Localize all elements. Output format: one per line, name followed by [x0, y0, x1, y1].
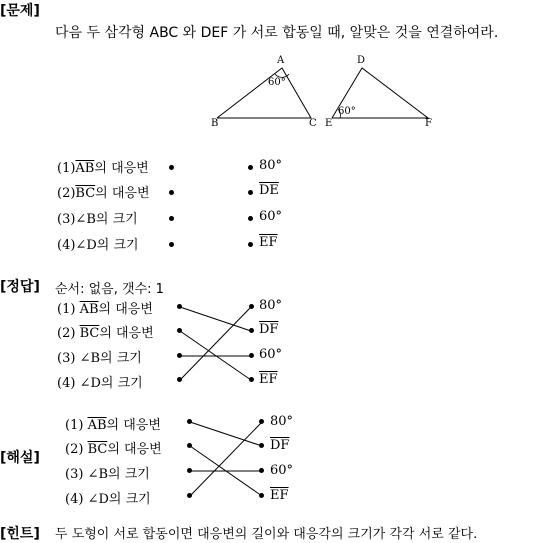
explanation-line-1 — [190, 422, 262, 446]
answer-right-item: 80° — [259, 298, 283, 313]
explanation-right-item: 80° — [270, 414, 294, 429]
problem-text: 다음 두 삼각형 ABC 와 DEF 가 서로 합동일 때, 알맞은 것을 연결하여라. — [55, 25, 499, 41]
explanation-left-dot[interactable] — [187, 419, 192, 424]
answer-left-item: (1) $\overline{AB}$의 대응변 — [57, 302, 153, 317]
problem-right-item: $\overline{EF}$ — [259, 235, 278, 250]
angle-a-label: 60° — [268, 77, 286, 88]
problem-label: [문제] — [0, 3, 40, 19]
answer-left-item: (2) $\overline{BC}$의 대응변 — [57, 326, 154, 341]
problem-left-item: (3)∠B의 크기 — [57, 212, 138, 227]
angle-e-label: 60° — [338, 106, 356, 117]
vertex-e: E — [325, 118, 333, 129]
explanation-right-dot[interactable] — [259, 468, 264, 473]
answer-left-item: (3) ∠B의 크기 — [57, 351, 142, 366]
explanation-right-dot[interactable] — [259, 493, 264, 498]
vertex-f: F — [425, 118, 432, 129]
hint-label: [힌트] — [0, 526, 40, 542]
explanation-right-item: $\overline{EF}$ — [270, 488, 289, 503]
explanation-left-item: (4) ∠D의 크기 — [65, 492, 151, 507]
answer-label: [정답] — [0, 279, 40, 295]
explanation-right-dot[interactable] — [259, 443, 264, 448]
explanation-left-dot[interactable] — [187, 443, 192, 448]
explanation-left-item: (3) ∠B의 크기 — [65, 467, 150, 482]
vertex-a: A — [277, 55, 285, 66]
answer-left-item: (4) ∠D의 크기 — [57, 376, 143, 391]
vertex-b: B — [211, 118, 219, 129]
explanation-right-item: $\overline{DF}$ — [270, 438, 290, 453]
vertex-c: C — [309, 118, 317, 129]
explanation-left-dot[interactable] — [187, 468, 192, 473]
problem-right-item: $\overline{DE}$ — [259, 183, 279, 198]
problem-right-item: 80° — [259, 158, 283, 173]
explanation-left-item: (1) $\overline{AB}$의 대응변 — [65, 418, 161, 433]
vertex-d: D — [357, 55, 366, 66]
explanation-label: [해설] — [0, 450, 40, 466]
answer-right-item: 60° — [259, 347, 283, 362]
problem-left-item: $(1)\overline{AB}$의 대응변 — [57, 161, 149, 176]
answer-right-item: $\overline{EF}$ — [259, 372, 278, 387]
answer-meta: 순서: 없음, 갯수: 1 — [55, 282, 164, 297]
answer-right-item: $\overline{DF}$ — [259, 322, 279, 337]
explanation-line-4 — [190, 422, 262, 496]
problem-left-item: (4)∠D의 크기 — [57, 238, 139, 253]
explanation-left-dot[interactable] — [187, 493, 192, 498]
explanation-right-item: 60° — [270, 463, 294, 478]
hint-text: 두 도형이 서로 합동이면 대응변의 길이와 대응각의 크기가 각각 서로 같다. — [55, 527, 478, 542]
explanation-left-item: (2) $\overline{BC}$의 대응변 — [65, 442, 162, 457]
problem-right-item: 60° — [259, 209, 283, 224]
explanation-right-dot[interactable] — [259, 419, 264, 424]
problem-left-item: $(2)\overline{BC}$의 대응변 — [57, 186, 150, 201]
